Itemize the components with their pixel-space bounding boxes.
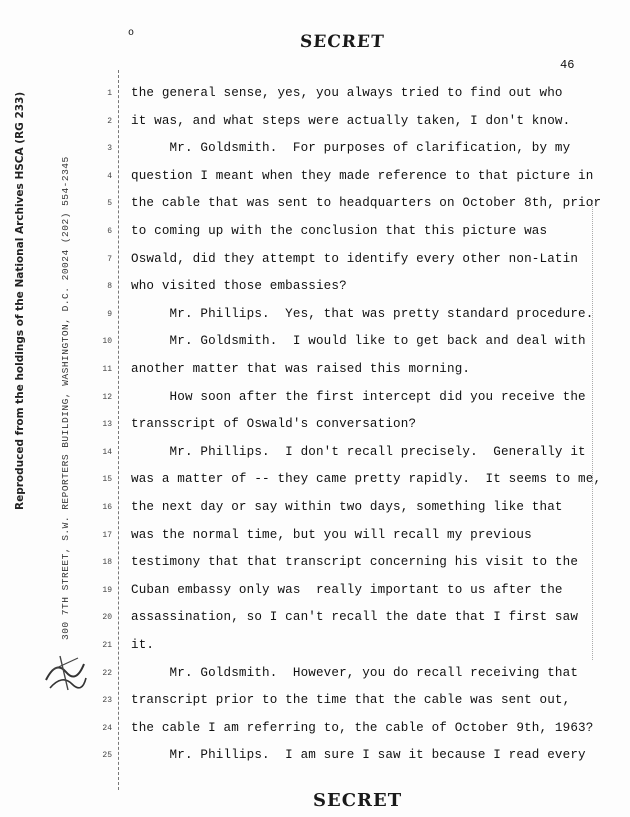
line-number: 25	[102, 751, 112, 761]
transcript-line: the general sense, yes, you always tried to find out who	[131, 86, 563, 100]
transcript-line: to coming up with the conclusion that this picture was	[131, 224, 548, 238]
left-margin-rule	[118, 70, 119, 790]
transcript-line: Mr. Goldsmith. However, you do recall receiving that	[131, 665, 579, 680]
line-number: 10	[102, 337, 112, 347]
line-number: 6	[107, 227, 112, 236]
transcript-line: Mr. Phillips. Yes, that was pretty standard procedure.	[131, 306, 594, 321]
secret-stamp-bottom: SECRET	[313, 790, 403, 811]
transcript-line: the cable that was sent to headquarters on October 8th, prior	[131, 196, 602, 211]
secret-stamp-top: SECRET	[299, 32, 386, 52]
transcript-line: Oswald, did they attempt to identify every other non-Latin	[131, 251, 579, 266]
reporter-address: 300 7TH STREET, S.W. REPORTERS BUILDING, WASHINGTON, D.C. 20024 (202) 554-2345	[60, 156, 71, 640]
transcript-line: the cable I am referring to, the cable of October 9th, 1963?	[131, 720, 594, 735]
line-number: 4	[107, 171, 112, 181]
line-number: 1	[107, 89, 112, 98]
transcript-line: transscript of Oswald's conversation?	[131, 417, 417, 432]
line-number: 8	[107, 282, 112, 292]
transcript-line: the next day or say within two days, something like that	[131, 500, 563, 514]
line-number: 22	[102, 668, 112, 678]
line-number: 5	[107, 199, 112, 209]
line-number: 24	[102, 723, 112, 733]
transcript-line: was a matter of -- they came pretty rapidly. It seems to me,	[131, 472, 602, 487]
transcript-line: it was, and what steps were actually taken, I don't know.	[131, 113, 571, 128]
transcript-line: testimony that that transcript concerning his visit to the	[131, 555, 579, 570]
page-number: 46	[560, 58, 575, 72]
transcript-line: who visited those embassies?	[131, 279, 347, 294]
transcript-line: was the normal time, but you will recall my previous	[131, 527, 532, 542]
line-number: 9	[107, 309, 112, 319]
transcript-line: it.	[131, 638, 155, 652]
line-number: 19	[102, 585, 112, 595]
line-number: 15	[102, 475, 112, 485]
line-number: 23	[102, 696, 112, 706]
line-number: 16	[102, 503, 112, 512]
transcript-line: Mr. Phillips. I don't recall precisely. Generally it	[131, 444, 586, 459]
line-number: 17	[102, 530, 112, 540]
header-mark: o	[128, 28, 135, 39]
transcript-line: Mr. Phillips. I am sure I saw it because I read every	[131, 748, 586, 763]
line-number: 12	[102, 392, 112, 402]
transcript-line: transcript prior to the time that the cable was sent out,	[131, 693, 571, 708]
transcript-line: another matter that was raised this morning.	[131, 362, 471, 376]
line-number: 14	[102, 447, 112, 457]
line-number: 18	[102, 558, 112, 568]
line-number: 7	[107, 254, 112, 264]
handwritten-mark-icon	[42, 650, 88, 694]
line-number: 20	[102, 613, 112, 623]
archive-note: Reproduced from the holdings of the National Archives HSCA (RG 233)	[14, 91, 26, 510]
transcript-line: question I meant when they made reference to that picture in	[131, 168, 594, 183]
line-number: 13	[102, 420, 112, 430]
line-number: 21	[102, 641, 112, 650]
right-margin-rule	[592, 200, 593, 660]
transcript-line: assassination, so I can't recall the date that I first saw	[131, 610, 579, 625]
transcript-line: How soon after the first intercept did you receive the	[131, 389, 586, 404]
transcript-line: Mr. Goldsmith. For purposes of clarification, by my	[131, 141, 571, 156]
transcript-line: Cuban embassy only was really important to us after the	[131, 582, 563, 597]
line-number: 2	[107, 116, 112, 126]
line-number: 11	[102, 365, 112, 374]
line-number: 3	[107, 144, 112, 154]
transcript-line: Mr. Goldsmith. I would like to get back and deal with	[131, 334, 586, 349]
